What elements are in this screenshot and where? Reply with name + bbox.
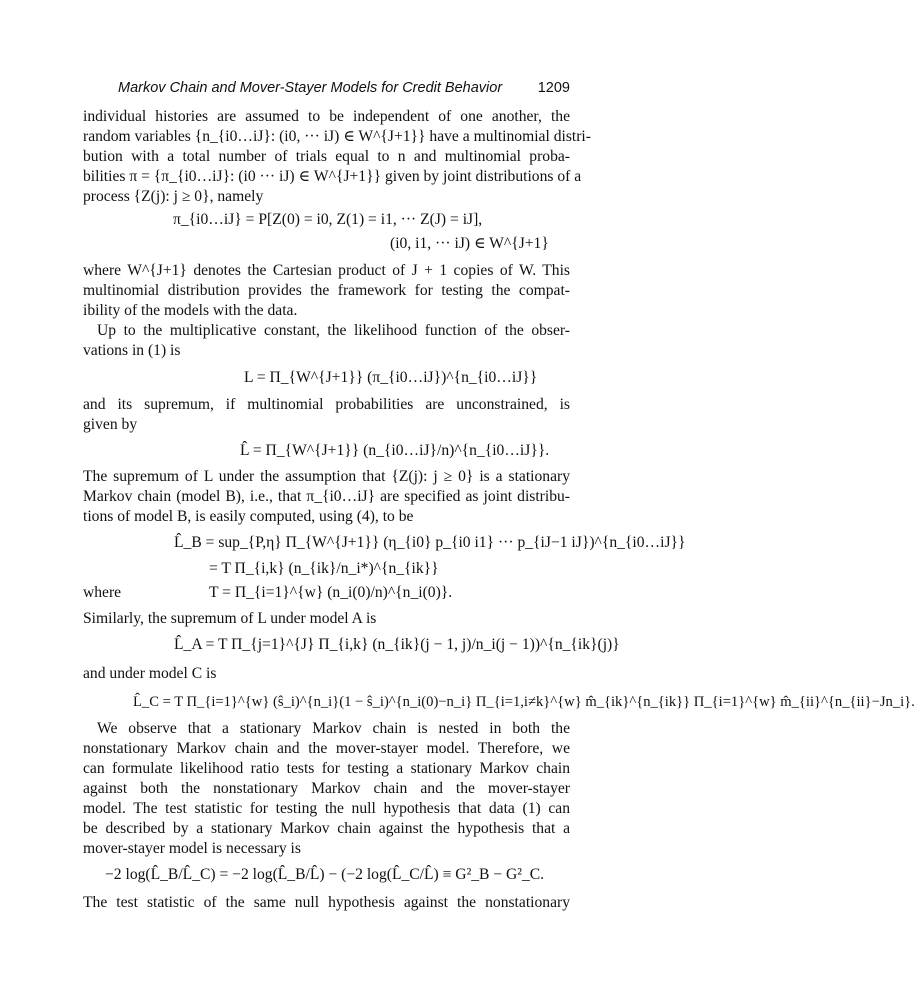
text-line: tions of model B, is easily computed, using (4), to be — [83, 508, 414, 525]
equation: π_{i0…iJ} = P[Z(0) = i0, Z(1) = i1, ··· Z(J) = iJ], — [173, 211, 483, 228]
text-line: nonstationary Markov chain and the mover-stayer model. Therefore, we — [83, 740, 570, 757]
equation: L̂_A = T Π_{j=1}^{J} Π_{i,k} (n_{ik}(j − 1, j)/n_i(j − 1))^{n_{ik}(j)} — [174, 636, 620, 653]
equation: L = Π_{W^{J+1}} (π_{i0…iJ})^{n_{i0…iJ}} — [244, 369, 538, 386]
text-line: process {Z(j): j ≥ 0}, namely — [83, 188, 264, 205]
equation: L̂_B = sup_{P,η} Π_{W^{J+1}} (η_{i0} p_{i0 i1} ··· p_{iJ−1 iJ})^{n_{i0…iJ}} — [174, 534, 686, 551]
text-line: given by — [83, 416, 138, 433]
page-number: 1209 — [537, 80, 570, 96]
text-line: bilities π = {π_{i0…iJ}: (i0 ··· iJ) ∈ W^{J+1}} given by joint distributions of a — [83, 168, 582, 185]
text-line: Up to the multiplicative constant, the likelihood function of the obser- — [97, 322, 570, 339]
text-line: We observe that a stationary Markov chain is nested in both the — [97, 720, 570, 737]
text-line: mover-stayer model is necessary is — [83, 840, 301, 857]
text-line: vations in (1) is — [83, 342, 181, 359]
equation: T = Π_{i=1}^{w} (n_i(0)/n)^{n_i(0)}. — [209, 584, 453, 601]
text-line: multinomial distribution provides the framework for testing the compat- — [83, 282, 570, 299]
text-line: Markov chain (model B), i.e., that π_{i0…iJ} are specified as joint distribu- — [83, 488, 570, 505]
text-line: random variables {n_{i0…iJ}: (i0, ··· iJ) ∈ W^{J+1}} have a multinomial distri- — [83, 128, 591, 145]
text-line: bution with a total number of trials equal to n and multinomial proba- — [83, 148, 570, 165]
text-line: The test statistic of the same null hypothesis against the nonstationary — [83, 894, 570, 911]
running-header — [118, 80, 570, 100]
text-line: model. The test statistic for testing the null hypothesis that data (1) can — [83, 800, 570, 817]
text-line: Similarly, the supremum of L under model A is — [83, 610, 377, 627]
equation: (i0, i1, ··· iJ) ∈ W^{J+1} — [390, 235, 549, 252]
text-line: be described by a stationary Markov chain against the hypothesis that a — [83, 820, 570, 837]
text-line: where W^{J+1} denotes the Cartesian product of J + 1 copies of W. This — [83, 262, 570, 279]
text-line: can formulate likelihood ratio tests for testing a stationary Markov chain — [83, 760, 570, 777]
text-line: and its supremum, if multinomial probabilities are unconstrained, is — [83, 396, 570, 413]
running-title: Markov Chain and Mover-Stayer Models for Credit Behavior — [118, 80, 503, 96]
text-line: ibility of the models with the data. — [83, 302, 298, 319]
text-line: and under model C is — [83, 665, 217, 682]
text-line: against both the nonstationary Markov chain and the mover-stayer — [83, 780, 570, 797]
text-line: individual histories are assumed to be independent of one another, the — [83, 108, 570, 125]
equation: L̂ = Π_{W^{J+1}} (n_{i0…iJ}/n)^{n_{i0…iJ}}. — [240, 442, 550, 459]
equation: L̂_C = T Π_{i=1}^{w} (ŝ_i)^{n_i}(1 − ŝ_i)^{n_i(0)−n_i} Π_{i=1,i≠k}^{w} m̂_{ik}^{n_{ik}} Π_{i=1}^{w} m̂_{ii}^{n_{ii}−Jn_i}. — [133, 694, 915, 710]
text-line: The supremum of L under the assumption that {Z(j): j ≥ 0} is a stationary — [83, 468, 570, 485]
equation: −2 log(L̂_B/L̂_C) = −2 log(L̂_B/L̂) − (−2 log(L̂_C/L̂) ≡ G²_B − G²_C. — [105, 866, 545, 883]
equation: = T Π_{i,k} (n_{ik}/n_i*)^{n_{ik}} — [209, 560, 439, 577]
where-label: where — [83, 584, 122, 601]
